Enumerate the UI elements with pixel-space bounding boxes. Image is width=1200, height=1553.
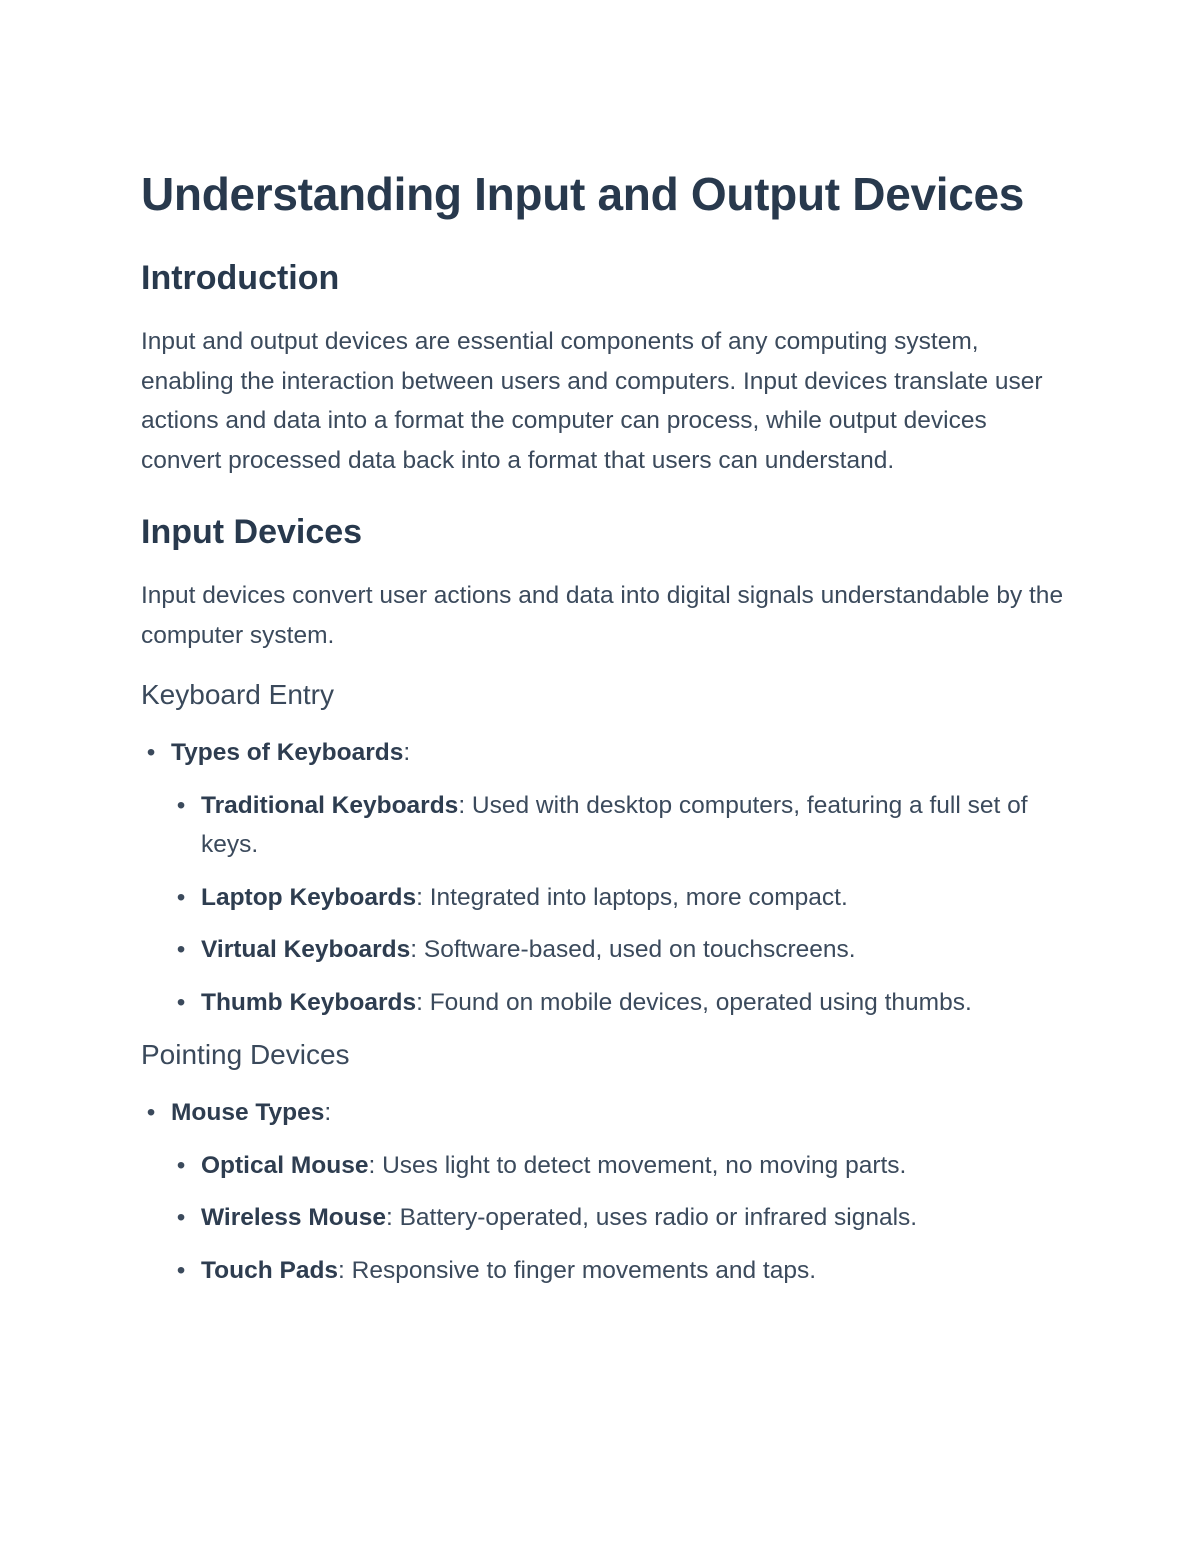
list-item-term: Virtual Keyboards <box>201 936 411 963</box>
list-item <box>171 1251 1071 1291</box>
list-item-desc: : Integrated into laptops, more compact. <box>416 883 848 911</box>
list-item-term: Touch Pads <box>201 1256 339 1284</box>
list-item-term: Laptop Keyboards <box>201 883 417 911</box>
bullet-icon: • <box>176 1204 186 1231</box>
list-item-desc: : Uses light to detect movement, no moving parts. <box>368 1151 907 1179</box>
list-item-term: Wireless Mouse <box>201 1204 386 1231</box>
keyboard-types-sublist <box>171 786 1071 1023</box>
list-item-term: Traditional Keyboards <box>201 791 459 819</box>
list-item-term: Mouse Types <box>171 1099 325 1126</box>
mouse-types-sublist <box>171 1146 1071 1291</box>
list-item <box>171 878 1071 918</box>
document-page <box>141 162 1071 1303</box>
bullet-icon: • <box>176 791 186 819</box>
list-item <box>171 983 1071 1023</box>
list-item-desc: : Used with desktop computers, featuring a full set of keys. <box>201 791 1028 858</box>
list-item-desc: : Software-based, used on touchscreens. <box>410 936 856 963</box>
input-devices-paragraph: Input devices convert user actions and data into digital signals understandable by the computer system. <box>141 582 1064 649</box>
input-devices-heading: Input Devices <box>141 513 363 551</box>
list-item: • Types of Keyboards: • Traditional Keyboards: Used with desktop computers, featuring a full set of keys. • Laptop Keyboards: Integrated into laptops, more compact. • Virtual Keyboards: Software-based, used on touchscreens. • Thumb Keyboards: Found on mobile devices, operated using thumbs. <box>141 733 1071 1022</box>
mouse-types-list <box>141 1093 1071 1290</box>
list-item-term: Types of Keyboards <box>171 739 404 766</box>
bullet-icon: • <box>176 883 186 911</box>
bullet-icon: • <box>176 1256 186 1284</box>
keyboard-entry-heading: Keyboard Entry <box>141 679 334 710</box>
bullet-icon: • <box>146 1099 156 1126</box>
introduction-paragraph: Input and output devices are essential components of any computing system, enabling the interaction between users and computers. Input devices translate user actions and data into a format the computer can process, while output devices convert processed data back into a format that users can understand. <box>141 328 1043 474</box>
list-item-desc: : Responsive to finger movements and taps. <box>338 1256 817 1284</box>
page-title: Understanding Input and Output Devices <box>141 168 1025 220</box>
list-item <box>171 1146 1071 1186</box>
list-item-desc: : Battery-operated, uses radio or infrared signals. <box>385 1204 918 1231</box>
pointing-devices-heading: Pointing Devices <box>141 1039 350 1070</box>
list-item-term: Thumb Keyboards <box>201 988 417 1016</box>
list-item-desc: : Found on mobile devices, operated using thumbs. <box>416 988 972 1016</box>
list-item <box>171 1198 1071 1238</box>
bullet-icon: • <box>146 739 156 766</box>
introduction-heading: Introduction <box>141 259 340 297</box>
list-item-term: Optical Mouse <box>201 1151 369 1179</box>
bullet-icon: • <box>176 1151 186 1179</box>
bullet-icon: • <box>176 936 186 963</box>
bullet-icon: • <box>176 988 186 1016</box>
list-item: • Mouse Types: • Optical Mouse: Uses light to detect movement, no moving parts. • Wireless Mouse: Battery-operated, uses radio or infrared signals. • Touch Pads: Responsive to finger movements and taps. <box>141 1093 1071 1290</box>
list-item <box>171 930 1071 970</box>
keyboard-types-list <box>141 733 1071 1022</box>
list-item <box>171 786 1071 865</box>
